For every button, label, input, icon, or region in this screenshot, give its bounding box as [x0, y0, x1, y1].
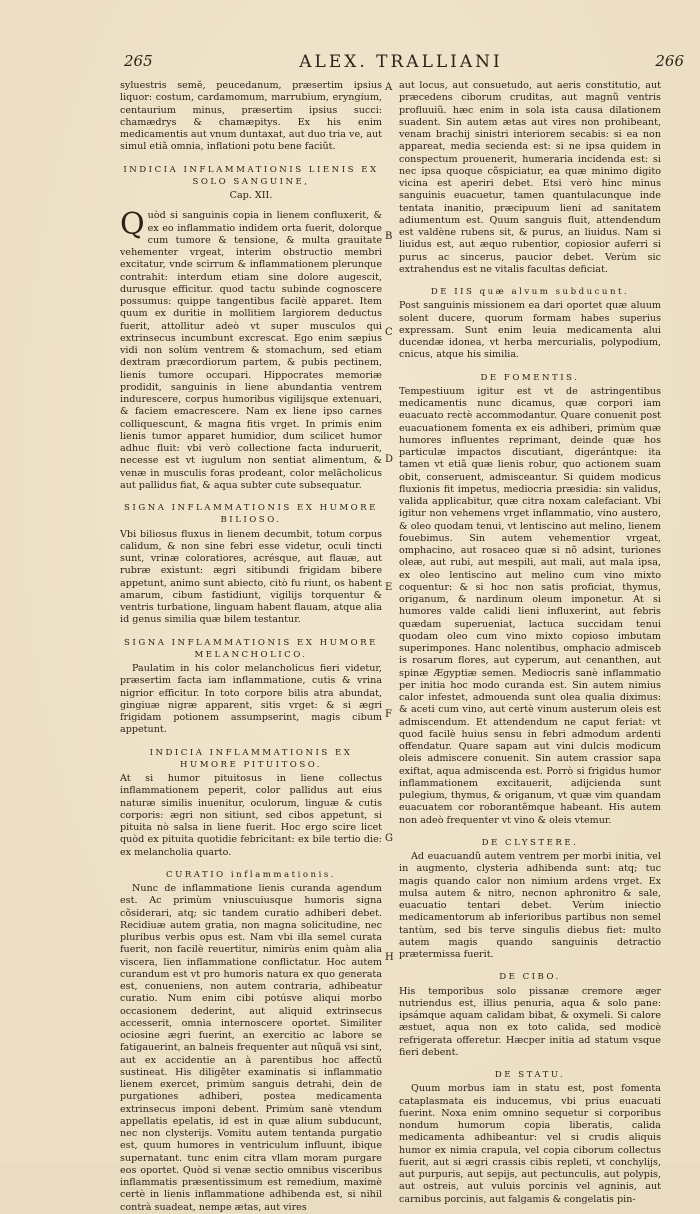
paragraph-clystere: Ad euacuandũ autem ventrem per morbi initia, vel in augmento, clysteria adhibenda sunt: atq; tuc magis quando calor non nimium ardens vrget. Ex mulsa autem & nitro, necnon aphronitro & sale, euacuatio tentari debet. Verùm iniectio medicamentorum ab inferioribus partibus non semel tantùm, sed bis terve singulis diebus fiet: multo autem magis quando sanguinis detractio prætermissa fuerit. [399, 851, 661, 960]
subheading-cibo: DE CIBO. [499, 972, 561, 983]
margin-letter-b: B [385, 231, 393, 242]
left-page-number: 265 [124, 52, 153, 70]
running-title: ALEX. TRALLIANI [299, 52, 503, 72]
paragraph-curatio: Nunc de inflammatione lienis curanda agendum est. Ac primùm vniuscuiusque humoris signa cõsiderari, atq; sic tandem curatio adhiberi debet. Recidiuæ autem gratia, non magna solicitudine, nec pluribus verbis opus est. Nam vbi illa semel curata fuerit, non facilè reuertitur, nimirùs enim quàm alia viscera, lien inflammatione conflictatur. Hoc autem curandum est vt pro humoris natura ex quo generata est, conueniens, non autem contraria, adhibeatur curatio. Num enim cibi potúsve aliqui morbo occasionem dederint, aut aliquid extrinsecus accesserit, omnia internoscere oportet. Similiter ociosine ægri fuerint, an exercitio ac labore se fatigauerint, an balneis frequenter aut nũquã vsi sint, aut ex accidentie an à parentibus hoc affectũ sustineat. His diligẽter examinatis si inflammatio lienem exercet, primùm sanguis detrahi, dein de purgationes adhiberi, postea medicamenta extrinsecus imponi debent. Primùm sanè vtendum appellatis epelatis, id est in quæ alium subducunt, nec non clysterijs. Vomitu autem tentanda purgatio est, quum humores in ventriculum influunt, ibique supernatant. tunc enim citra vllam moram purgare eos oportet. Quòd si venæ sectio omnibus visceribus inflammatis præsentissimum est remedium, maximè certè in lienis inflammatione adhibenda est, si nihil contrà suadeat, nempe ætas, aut vires [120, 883, 382, 1213]
subheading-melancholic: SIGNA INFLAMMATIONIS EX HUMORE MELANCHOLICO. [124, 637, 378, 660]
subheading-statu: DE STATU. [494, 1070, 566, 1080]
paragraph-venesection: aut locus, aut consuetudo, aut aeris constitutio, aut præcedens ciborum cruditas, aut magnũ ventris profluuiũ. hæc enim in sola ista causa dilationem suadent. Sin autem ætas aut vires non prohibeant, venam brachij sinistri interiorem secabis: si ea non appareat, media secienda est: si ne ipsa quidem in conspectum prouenerit, humeraria incidenda est: si nec ipsa quoque cõspiciatur, ea quæ minimo digito vicina est aperiri debet. Etsi verò hinc minus sanguinis euacuetur, tamen quantulacunque inde tentata inanitio, præcipuum lieni ad sanitatem adiumentum est. Quum sanguis fluit, attendendum est valdène rubens sit, & purus, an liuidus. Nam si liuidus est, aut æquo rubentior, copiosior auferri si purus ac sincerus, paucior debet. Verùm sic extrahendus est ne vitalis facultas deficiat. [399, 80, 661, 275]
margin-letter-c: C [385, 327, 393, 338]
right-page-number: 266 [655, 52, 684, 70]
subheading-fomentis: DE FOMENTIS. [480, 372, 580, 383]
margin-letter-g: G [385, 833, 393, 844]
subheading-clystere: DE CLYSTERE. [481, 837, 579, 848]
margin-letter-h: H [385, 952, 394, 963]
margin-letter-f: F [385, 709, 392, 720]
left-column [120, 80, 382, 1213]
paragraph-fomentis: Tempestiuum igitur est vt de astringentibus medicamentis nunc dicamus, quæ corpori iam euacuato rectè accommodantur. Quare conuenit post euacuationem fomenta ex eis adhiberi, primùm quæ humores influentes reprimant, deinde quæ hos particulæ impactos discutiant, digerántque: ita tamen vt etiã quæ lienis robur, quo actionem suam obit, conseruent, admisceantur. Si quidem modicus fluxionis fit impetus, mediocria præsidia: sin validus, valida applicabitur, quæ citra noxam calefaciant. Vbi igitur non vehemens vrget inflammatio, vino austero, & oleo quodam tenui, vt lentiscino aut melino, lienem fouebimus. Sin autem vehementior vrgeat, omphacino, aut rosaceo quæ si nõ adsint, turiones oleæ, aut rubi, aut mespili, aut mali, aut mala ipsa, ex oleo lentiscino aut melino cum vino mixto coquentur: & si hoc non satis proficiat, thymus, origanum, & nardinum oleum imponetur. At si humores valde calidi lieni influxerint, aut febris quædam superueniat, lactuca succidam tenui quodam oleo cum vino mixto copioso imbutam superimpones. Hanc nolentibus, omphacio admisceb is rosarum flores, aut cyperum, aut cenanthen, aut spinæ Ægyptiæ semen. Mediocris sanè inflammatio per initia hoc modo curanda est. Sin autem nimius calor infestet, admouenda sunt olea qualia diximus: & aceti cum vino, aut certè vinum austerum oleis est admiscendum. Et attendendum ne caput feriat: vt quod facilè huius sensu in febri admodum ardenti offendatur. Quare sapam aut vini dulcis modicum oleis admiscere conuenit. Sin autem crassior sapa exiftat, aqua admiscenda est. Porrò si frigidus humor inflammationem excitauerit, adijcienda sunt pulegium, thymus, & origanum, vt quæ vim quandam euacuatem cor roborantẽmque habeant. His autem non adeò frequenter vt vino & oleis vtemur. [399, 385, 661, 826]
subheading-pituitous: INDICIA INFLAMMATIONIS EX HUMORE PITUITOSO. [149, 747, 353, 770]
right-column [399, 80, 661, 1205]
margin-letter-a: A [385, 82, 393, 93]
drop-capital: Q [120, 207, 145, 243]
paragraph-purgatives: Post sanguinis missionem ea dari oportet quæ aluum solent ducere, quorum formam habes superius expressam. Sunt enim leuia medicamenta alui ducendæ idonea, vt herba mercurialis, polypodium, cnicus, atque his similia. [399, 300, 661, 361]
subheading-purgatives: DE IIS quæ alvum subducunt. [430, 287, 630, 297]
paragraph-pituitous: At si humor pituitosus in liene collectus inflammationem peperit, color pallidus aut eius naturæ similis inuenitur, oculorum, linguæ & cutis corporis: ægri non sitiunt, sed cibos appetunt, si pituita nò salsa in liene fuerit. Hoc ergo scire licet quòd ex pituita quotidie febricitant: ex bile tertio die: ex melancholia quarto. [120, 773, 382, 858]
chapter-heading: INDICIA INFLAMMATIONIS LIENIS EX SOLO SANGUINE, [123, 164, 379, 187]
paragraph-melancholic: Paulatim in his color melancholicus fieri videtur, præsertim facta iam inflammatione, cutis & vrina nigrior efficitur. In toto corpore bilis atra abundat, gingiuæ nigræ apparent, sitis vrget: & si ægri frigidam potionem assumpserint, magis cibum appetunt. [120, 663, 382, 736]
margin-letter-d: D [385, 454, 394, 465]
running-head [118, 52, 684, 74]
subheading-curatio: CURATIO inflammationis. [166, 869, 336, 880]
chapter-body [120, 207, 382, 492]
subheading-bilious: SIGNA INFLAMMATIONIS EX HUMORE BILIOSO. [124, 503, 378, 526]
paragraph-statu: Quum morbus iam in statu est, post fomenta cataplasmata eis inducemus, vbi prius euacuati fuerint. Noxa enim omnino sequetur si corporibus nondum humorum copia liberatis, calida medicamenta adhibeantur: vel si crudis aliquis humor ex nimia crapula, vel copia ciborum collectus fuerit, aut si ægri crassis cibis repleti, vt conchylijs, aut purpuris, aut sepijs, aut pectunculis, aut polypis, aut ostreis, aut vuluis porcinis vel agninis, aut carnibus porcinis, aut falgamis & congelatis pin- [399, 1083, 661, 1205]
paragraph-bilious: Vbi biliosus fluxus in lienem decumbit, totum corpus calidum, & non sine febri esse videtur, oculi tincti sunt, vrinæ coloratiores, acrésque, aut flauæ, aut rubræ existunt: ægri sitibundi frigidam bibere appetunt, animo sunt abiecto, citò fu riunt, os habent amarum, cibum fastidiunt, vigilijs torquentur & ventris turbatione, linguam habent flauam, atque alia id genus similia quæ bilem testantur. [120, 528, 382, 626]
margin-letter-e: E [385, 582, 393, 593]
intro-paragraph: syluestris semĕ, peucedanum, præsertim ipsius liquor: costum, cardamomum, marrubium, eryngium, centaurium minus, præsertim ipsius succi: chamædrys & chamæpitys. Ex his enim medicamentis aut vnum duntaxat, aut duo tria ve, aut simul etiã omnia, inflationi potu bene faciũt. [120, 80, 382, 153]
chapter-number: Cap. XII. [229, 190, 273, 201]
paragraph-cibo: His temporibus solo pissanæ cremore æger nutriendus est, illius penuria, aqua & solo pane: ipsámque aquam calidam bibat, & oxymeli. Si calore æstuet, aqua non ex toto calida, sed modicè refrigerata offeretur. Hæcper initia ad statum vsque fieri debent. [399, 985, 661, 1058]
chapter-body-text: uòd si sanguinis copia in lienem confluxerit, & ex eo inflammatio indidem orta fuerit, dolorque cum tumore & tensione, & multa grauitate vehementer vrgeat, interim obstructio membri excitatur, vnde scirrum & inflammationem plerunque contrahit: interdum etiam sine dolore augescit, durusque efficitur. quod tactu subinde cognoscere possumus: quippe tangentibus facilè apparet. Item quum ex duritie in mollitiem largiorem deductus fuerit, attollitur adeò vt super musculos qui extrinsecus incumbunt excrescat. Ego enim sæpius vidi non solùm ventrem & stomachum, sed etiam dextram præcordiorum partem, & pubis pectinem, lienis tumore occupari. Hippocrates memoriæ prodidit, sanguinis in liene abundantia ventrem indurescere, corpus humoribus vigilijsque extenuari, & faciem emacrescere. Nam ex liene ipso carnes colliquescunt, & magna fitis vrget. In primis enim lienis tumor apparet humidior, dum scilicet humor adhuc fluit: vbi verò collectione facta induruerit, necesse est vt iugulum non sentiat alimentum, & venæ in musculis foras prodeant, color melãcholicus aut pallidus fiat, & aqua subter cute subsequatur. [120, 210, 382, 491]
